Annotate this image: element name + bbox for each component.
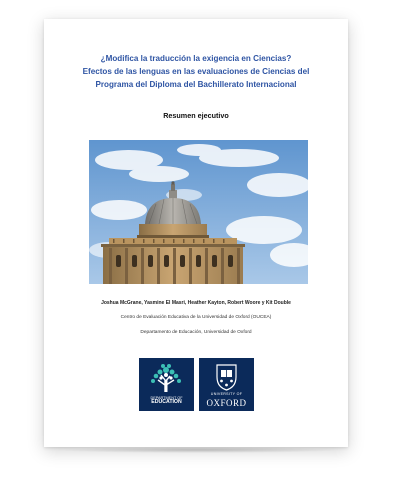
report-cover [44, 19, 348, 447]
university-of-oxford-logo [199, 358, 254, 411]
title-line-1: ¿Modifica la traducción la exigencia en Ciencias? [100, 54, 292, 63]
edu-logo-line-1: DEPARTMENT OF [150, 395, 183, 400]
tree-icon [139, 360, 194, 396]
department-of-education-logo [139, 358, 194, 411]
radcliffe-camera-photo [89, 140, 308, 284]
oxford-logo-line-2: OXFORD [206, 398, 247, 408]
edu-logo-line-2: EDUCATION [151, 399, 182, 406]
authors-line: Joshua McGrane, Yasmine El Masri, Heather Kayton, Robert Woore y Kit Double [101, 300, 291, 306]
research-centre: Centro de Evaluación Educativa de la Universidad de Oxford (OUCEA) [120, 315, 272, 320]
report-subtitle: Resumen ejecutivo [163, 111, 229, 120]
title-line-2: Efectos de las lenguas en las evaluaciones de Ciencias del [82, 67, 310, 76]
oxford-logo-line-1: UNIVERSITY OF [210, 392, 243, 396]
report-title [44, 52, 348, 91]
department-line: Departamento de Educación, Universidad de Oxford [140, 330, 252, 335]
page-shadow [58, 447, 338, 453]
oxford-crest-icon [199, 361, 254, 393]
title-line-3: Programa del Diploma del Bachillerato Internacional [95, 80, 297, 89]
